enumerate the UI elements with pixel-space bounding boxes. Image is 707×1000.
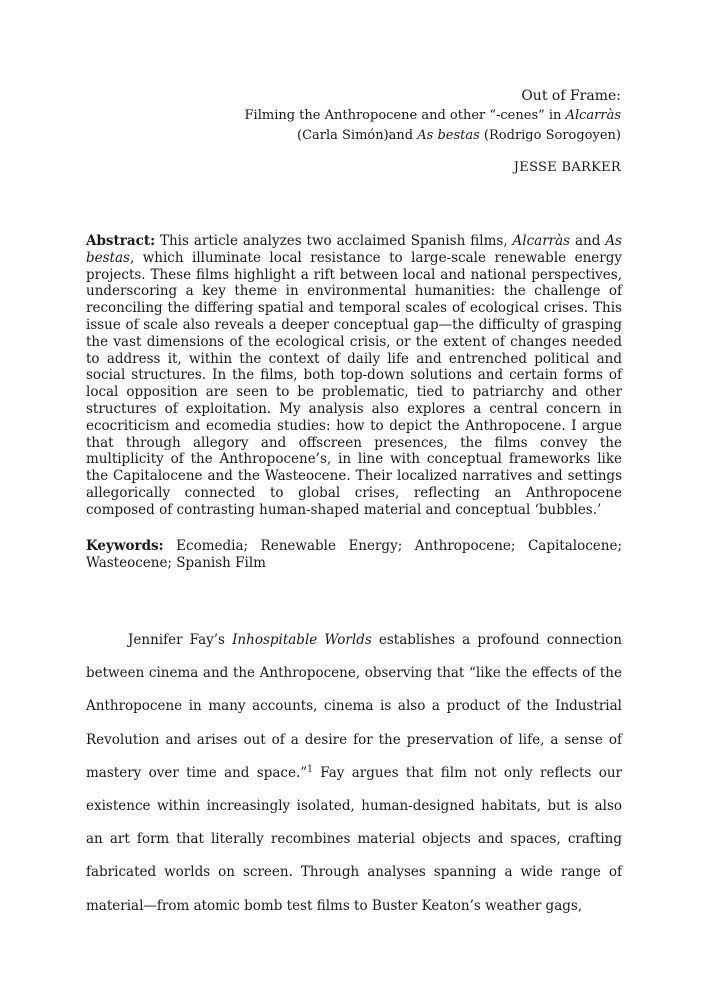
abstract (86, 233, 622, 519)
body-text-2: establishes a profound connection between cinema and the Anthropocene, observing that “like the effects of the Anthropocene in many accounts, cinema is also a product of the Industrial Revolution and arises out of a desire for the preservation of life, a sense of mastery over time and space.” (86, 632, 622, 781)
abstract-film1: Alcarràs (512, 233, 571, 249)
abstract-text-2: and (570, 233, 606, 249)
abstract-text-3: , which illuminate local resistance to large-scale renewable energy projects. These films highlight a rift between local and national perspectives, underscoring a key theme in environmental humanities: the challenge of reconciling the differing spatial and temporal scales of ecological crises. This issue of scale also reveals a deeper conceptual gap—the difficulty of grasping the vast dimensions of the ecological crisis, or the extent of changes needed to address it, within the context of daily life and entrenched political and social structures. In the films, both top-down solutions and certain forms of local opposition are seen to be problematic, tied to patriarchy and other structures of exploitation. My analysis also explores a central concern in ecocriticism and ecomedia studies: how to depict the Anthropocene. I argue that through allegory and offscreen presences, the films convey the multiplicity of the Anthropocene’s, in line with conceptual frameworks like the Capitalocene and the Wasteocene. Their localized narratives and settings allegorically connected to global crises, reflecting an Anthropocene composed of contrasting human-shaped material and conceptual ‘bubbles.’ (86, 249, 622, 518)
subtitle-text-b: (Carla Simón)and (297, 128, 418, 143)
body-text-3: Fay argues that film not only reflects our existence within increasingly isolated, human-designed habitats, but is also an art form that literally recombines material objects and spaces, crafting fabricated worlds on screen. Through analyses spanning a wide range of material—from atomic bomb test films to Buster Keaton’s weather gags, (86, 764, 622, 914)
film-title-as-bestas: As bestas (417, 128, 480, 143)
title-block (245, 86, 621, 178)
book-title: Inhospitable Worlds (232, 632, 372, 648)
article-subtitle-line1 (245, 106, 621, 126)
article-subtitle-line2 (245, 126, 621, 146)
article-title: Out of Frame: (521, 88, 621, 104)
abstract-label: Abstract: (86, 233, 156, 249)
abstract-film2: As bestas (86, 233, 622, 266)
subtitle-text-a: Filming the Anthropocene and other “-cenes” in (244, 108, 566, 123)
author-name: JESSE BARKER (513, 160, 621, 175)
keywords (86, 538, 622, 572)
keywords-label: Keywords: (86, 538, 164, 554)
footnote-marker[interactable]: 1 (307, 764, 313, 775)
keywords-text: Ecomedia; Renewable Energy; Anthropocene; Capitalocene; Wasteocene; Spanish Film (86, 538, 622, 571)
subtitle-text-c: (Rodrigo Sorogoyen) (479, 128, 621, 143)
abstract-text-1: This article analyzes two acclaimed Spanish films, (155, 233, 513, 249)
body-paragraph (86, 624, 622, 923)
film-title-alcarras: Alcarràs (565, 108, 621, 123)
body-text-1: Jennifer Fay’s (128, 632, 233, 648)
